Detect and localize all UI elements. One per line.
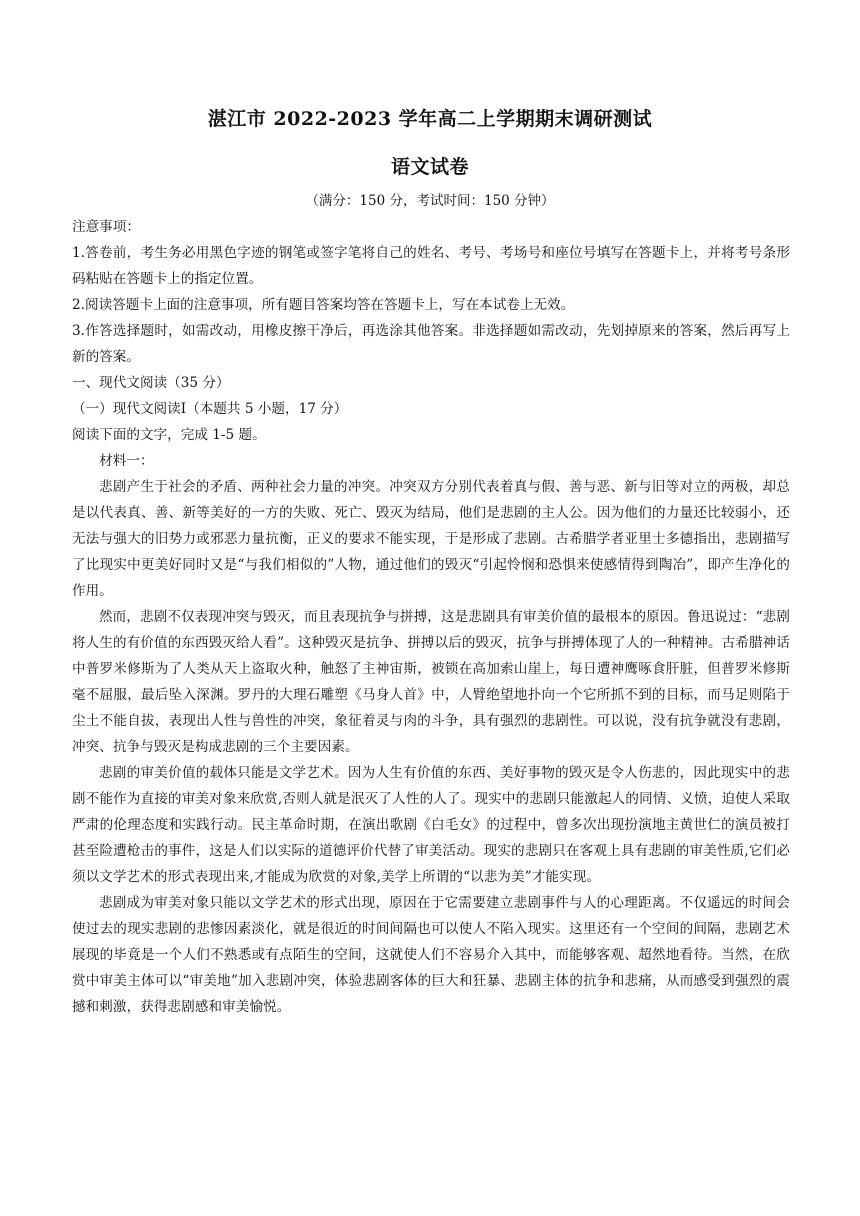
paragraph-1: 悲剧产生于社会的矛盾、两种社会力量的冲突。冲突双方分别代表着真与假、善与恶、新与旧等对立的两极，却总是以代表真、善、新等美好的一方的失败、死亡、毁灭为结局，他们是悲剧的主人公。因为他们的力量还比较弱小，还无法与强大的旧势力或邪恶力量抗衡，正义的要求不能实现，于是形成了悲剧。古希腊学者亚里士多德指出，悲剧描写了比现实中更美好同时又是“与我们相似的”人物，通过他们的毁灭“引起怜悯和恐惧来使感情得到陶冶”，即产生净化的作用。 [72,479,790,599]
notice-item-3: 3.作答选择题时，如需改动，用橡皮擦干净后，再选涂其他答案。非选择题如需改动，先划掉原来的答案，然后再写上新的答案。 [72,323,790,365]
section-subheading: （一）现代文阅读Ⅰ（本题共 5 小题，17 分） [72,401,348,417]
paragraph-2: 然而，悲剧不仅表现冲突与毁灭，而且表现抗争与拼搏，这是悲剧具有审美价值的最根本的原因。鲁迅说过：“悲剧将人生的有价值的东西毁灭给人看”。这种毁灭是抗争、拼搏以后的毁灭，抗争与拼搏体现了人的一种精神。古希腊神话中普罗米修斯为了人类从天上盗取火种，触怒了主神宙斯，被锁在高加索山崖上，每日遭神鹰啄食肝脏，但普罗米修斯毫不屈服，最后坠入深渊。罗丹的大理石雕塑《马身人首》中，人臂绝望地扑向一个它所抓不到的目标，而马足则陷于尘土不能自拔，表现出人性与兽性的冲突，象征着灵与肉的斗争，具有强烈的悲剧性。可以说，没有抗争就没有悲剧，冲突、抗争与毁灭是构成悲剧的三个主要因素。 [72,609,790,755]
notice-item-1: 1.答卷前，考生务必用黑色字迹的钢笔或签字笔将自己的姓名、考号、考场号和座位号填写在答题卡上，并将考号条形码粘贴在答题卡上的指定位置。 [72,245,790,287]
notice-heading: 注意事项： [72,219,140,235]
score-time-line: （满分：150 分，考试时间：150 分钟） [305,193,555,209]
section-heading: 一、现代文阅读（35 分） [72,375,230,391]
paragraph-4: 悲剧成为审美对象只能以文学艺术的形式出现，原因在于它需要建立悲剧事件与人的心理距离。不仅遥远的时间会使过去的现实悲剧的悲惨因素淡化，就是很近的时间间隔也可以使人不陷入现实。这里还有一个空间的间隔，悲剧艺术展现的毕竟是一个人们不熟悉或有点陌生的空间，这就使人们不容易介入其中，而能够客观、超然地看待。当然，在欣赏中审美主体可以“审美地”加入悲剧冲突，体验悲剧客体的巨大和狂暴、悲剧主体的抗争和悲痛，从而感受到强烈的震撼和刺激，获得悲剧感和审美愉悦。 [72,895,790,1015]
material-label: 材料一： [99,453,154,469]
exam-body [72,214,790,1020]
paragraph-3: 悲剧的审美价值的载体只能是文学艺术。因为人生有价值的东西、美好事物的毁灭是令人伤悲的，因此现实中的悲剧不能作为直接的审美对象来欣赏,否则人就是泯灭了人性的人了。现实中的悲剧只能激起人的同情、义愤，迫使人采取严肃的伦理态度和实践行动。民主革命时期，在演出歌剧《白毛女》的过程中，曾多次出现扮演地主黄世仁的演员被打甚至险遭枪击的事件，这是人们以实际的道德评价代替了审美活动。现实的悲剧只在客观上具有悲剧的审美性质,它们必须以文学艺术的形式表现出来,才能成为欣赏的对象,美学上所谓的“以悲为美”才能实现。 [72,765,790,885]
reading-instruction: 阅读下面的文字，完成 1-5 题。 [72,427,266,443]
exam-subtitle: 语文试卷 [390,156,469,178]
exam-title: 湛江市 2022-2023 学年高二上学期期末调研测试 [207,108,653,130]
notice-item-2: 2.阅读答题卡上面的注意事项，所有题目答案均答在答题卡上，写在本试卷上无效。 [72,297,575,313]
